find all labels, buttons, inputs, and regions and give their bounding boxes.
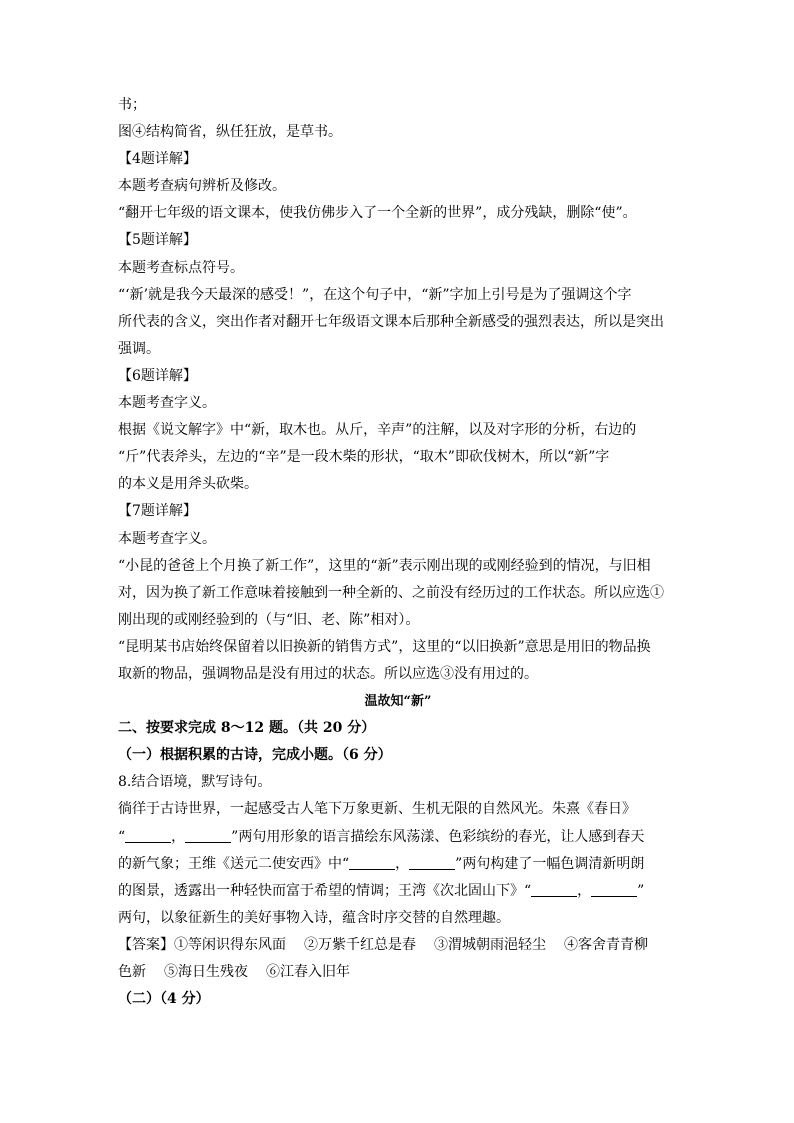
part-heading: 二、按要求完成 8～12 题。（共 20 分） bbox=[118, 720, 376, 737]
question-8-title: 8.结合语境，默写诗句。 bbox=[118, 774, 272, 791]
text-line: “小昆的爸爸上个月换了新工作”，这里的“新”表示刚出现的或刚经验到的情况，与旧相 bbox=[118, 557, 651, 574]
text-line: 刚出现的或刚经验到的（与“旧、老、陈”相对）。 bbox=[118, 611, 420, 628]
text-line: “昆明某书店始终保留着以旧换新的销售方式”，这里的“以旧换新”意思是用旧的物品换 bbox=[118, 638, 651, 655]
answer-item: ②万紫千红总是春 bbox=[304, 936, 416, 953]
text-line: 书； bbox=[118, 97, 146, 113]
section-label-4: 【4题详解】 bbox=[118, 151, 197, 168]
text-line: 强调。 bbox=[118, 340, 160, 357]
text-line: 取新的物品，强调物品是没有用过的状态。所以应选③没有用过的。 bbox=[118, 665, 538, 682]
text-line: 本题考查病句辨析及修改。 bbox=[118, 178, 286, 195]
text-line: 的本义是用斧头砍柴。 bbox=[118, 476, 258, 493]
text-line: 所代表的含义，突出作者对翻开七年级语文课本后那种全新感受的强烈表达，所以是突出 bbox=[118, 313, 664, 330]
section-label-6: 【6题详解】 bbox=[118, 367, 197, 384]
text-line: 对，因为换了新工作意味着接触到一种全新的、之前没有经历过的工作状态。所以应选① bbox=[118, 584, 664, 601]
answer-blank[interactable] bbox=[591, 882, 637, 897]
text-line: “斤”代表斧头，左边的“辛”是一段木柴的形状，“取木”即砍伐树木，所以“新”字 bbox=[118, 449, 610, 466]
answer-blank[interactable] bbox=[531, 882, 577, 897]
text-line: “‘新’就是我今天最深的感受！”，在这个句子中，“新”字加上引号是为了强调这个字 bbox=[118, 286, 632, 303]
answer-item: ①等闲识得东风面 bbox=[174, 936, 286, 953]
answer-blank[interactable] bbox=[185, 828, 231, 843]
section-label-7: 【7题详解】 bbox=[118, 503, 197, 520]
text-line: 图④结构简省，纵任狂放，是草书。 bbox=[118, 124, 342, 141]
sub-heading-1: （一）根据积累的古诗，完成小题。（6 分） bbox=[118, 747, 392, 764]
answer-line bbox=[118, 959, 678, 986]
answer-blank[interactable] bbox=[409, 855, 455, 870]
document-body bbox=[118, 92, 678, 1013]
text-line: 本题考查字义。 bbox=[118, 530, 216, 547]
question-8-text: 徜徉于古诗世界，一起感受古人笔下万象更新、生机无限的自然风光。朱熹《春日》 bbox=[118, 801, 636, 818]
question-8-text: “ ， ”两句用形象的语言描绘东风荡漾、色彩缤纷的春光，让人感到春天 bbox=[118, 828, 645, 845]
answer-label: 【答案】 bbox=[118, 936, 174, 953]
answer-item: ③渭城朝雨浥轻尘 bbox=[434, 936, 546, 953]
answer-item: ④客舍青青柳 bbox=[564, 936, 648, 953]
answer-blank[interactable] bbox=[125, 828, 171, 843]
text-line: 本题考查字义。 bbox=[118, 395, 216, 412]
answer-blank[interactable] bbox=[349, 855, 395, 870]
sub-heading-2: （二）（4 分） bbox=[118, 991, 210, 1008]
section-title: 温故知“新” bbox=[364, 694, 432, 710]
question-8-text: 的新气象；王维《送元二使安西》中“ ， ”两句构建了一幅色调清新明朗 bbox=[118, 855, 645, 872]
text-line: 根据《说文解字》中“新，取木也。从斤，辛声”的注解，以及对字形的分析，右边的 bbox=[118, 422, 637, 439]
answer-item: ⑤海日生残夜 bbox=[164, 964, 248, 980]
answer-item: 色新 bbox=[118, 964, 146, 980]
question-8-text: 两句，以象征新生的美好事物入诗，蕴含时序交替的自然理趣。 bbox=[118, 909, 510, 926]
answer-line bbox=[118, 932, 678, 959]
question-8-text: 的图景，透露出一种轻快而富于希望的情调；王湾《次北固山下》“ ， ” bbox=[118, 882, 645, 899]
text-line: “翻开七年级的语文课本，使我仿佛步入了一个全新的世界”，成分残缺，删除“使”。 bbox=[118, 205, 637, 222]
text-line: 本题考查标点符号。 bbox=[118, 259, 244, 276]
answer-item: ⑥江春入旧年 bbox=[266, 964, 350, 980]
section-label-5: 【5题详解】 bbox=[118, 232, 197, 249]
